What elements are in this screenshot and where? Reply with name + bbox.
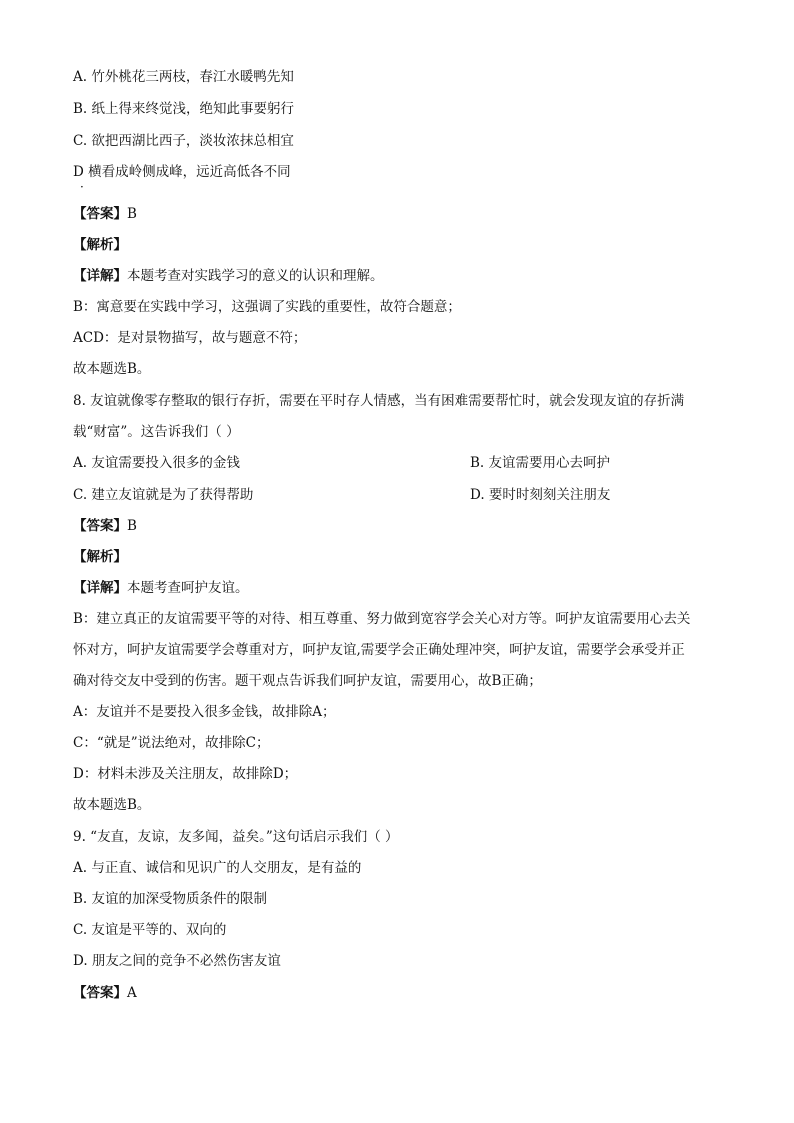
q7-option-c: C. 欲把西湖比西子，淡妆浓抹总相宜 xyxy=(73,133,294,149)
answer-value: B xyxy=(127,518,137,534)
q7-option-b: B. 纸上得来终觉浅，绝知此事要躬行 xyxy=(73,101,295,117)
q9-option-d: D. 朋友之间的竞争不必然伤害友谊 xyxy=(73,953,281,969)
q7-line-acd: ACD：是对景物描写，故与题意不符； xyxy=(73,330,307,346)
answer-value: A xyxy=(127,985,137,1001)
q8-explain-b-line2: 怀对方，呵护友谊需要学会尊重对方，呵护友谊,需要学会正确处理冲突，呵护友谊，需要学会承受并正 xyxy=(73,642,685,658)
q7-detail xyxy=(73,267,733,285)
q7-answer xyxy=(73,205,733,223)
q7-analysis-tag: 【解析】 xyxy=(73,237,127,253)
detail-text: 本题考查呵护友谊。 xyxy=(127,580,249,596)
q8-option-d: D. 要时时刻刻关注朋友 xyxy=(470,487,611,503)
q8-line-c: C：“就是”说法绝对，故排除C； xyxy=(73,735,270,751)
q8-options-row2 xyxy=(73,486,733,504)
q7-conclusion: 故本题选B。 xyxy=(73,361,151,377)
q8-stem-line2: 载“财富”。这告诉我们（ ） xyxy=(73,424,240,440)
detail-tag: 【详解】 xyxy=(73,580,127,596)
q8-explain-b-line3: 确对待交友中受到的伤害。题干观点告诉我们呵护友谊，需要用心，故B正确； xyxy=(73,673,542,689)
q8-options-row1 xyxy=(73,454,733,472)
detail-text: 本题考查对实践学习的意义的认识和理解。 xyxy=(127,268,384,284)
q9-answer xyxy=(73,984,733,1002)
q7-option-d: D 横看成岭侧成峰，远近高低各不同 xyxy=(73,164,291,180)
answer-tag: 【答案】 xyxy=(73,206,127,222)
answer-tag: 【答案】 xyxy=(73,985,127,1001)
q8-line-d: D：材料未涉及关注朋友，故排除D； xyxy=(73,766,298,782)
q8-detail xyxy=(73,579,733,597)
q8-option-a: A. 友谊需要投入很多的金钱 xyxy=(73,455,240,471)
stray-dot: · xyxy=(80,180,84,194)
q7-option-a: A. 竹外桃花三两枝，春江水暖鸭先知 xyxy=(73,69,294,85)
q9-option-a: A. 与正直、诚信和见识广的人交朋友，是有益的 xyxy=(73,860,362,876)
q7-line-b: B：寓意要在实践中学习，这强调了实践的重要性，故符合题意； xyxy=(73,299,461,315)
q8-stem-line1: 8. 友谊就像零存整取的银行存折，需要在平时存人情感，当有困难需要帮忙时，就会发现友谊的存折满 xyxy=(73,393,685,409)
q9-option-b: B. 友谊的加深受物质条件的限制 xyxy=(73,891,268,907)
q8-analysis-tag: 【解析】 xyxy=(73,549,127,565)
answer-tag: 【答案】 xyxy=(73,518,127,534)
q8-line-a: A：友谊并不是要投入很多金钱，故排除A； xyxy=(73,704,336,720)
detail-tag: 【详解】 xyxy=(73,268,127,284)
q8-option-b: B. 友谊需要用心去呵护 xyxy=(470,455,611,471)
q8-explain-b-line1: B：建立真正的友谊需要平等的对待、相互尊重、努力做到宽容学会关心对方等。呵护友谊需要用心去关 xyxy=(73,611,691,627)
q9-stem: 9. “友直，友谅，友多闻，益矣。”这句话启示我们（ ） xyxy=(73,829,399,845)
q8-conclusion: 故本题选B。 xyxy=(73,797,151,813)
answer-value: B xyxy=(127,206,137,222)
q8-answer xyxy=(73,517,733,535)
q9-option-c: C. 友谊是平等的、双向的 xyxy=(73,922,227,938)
q8-option-c: C. 建立友谊就是为了获得帮助 xyxy=(73,487,254,503)
